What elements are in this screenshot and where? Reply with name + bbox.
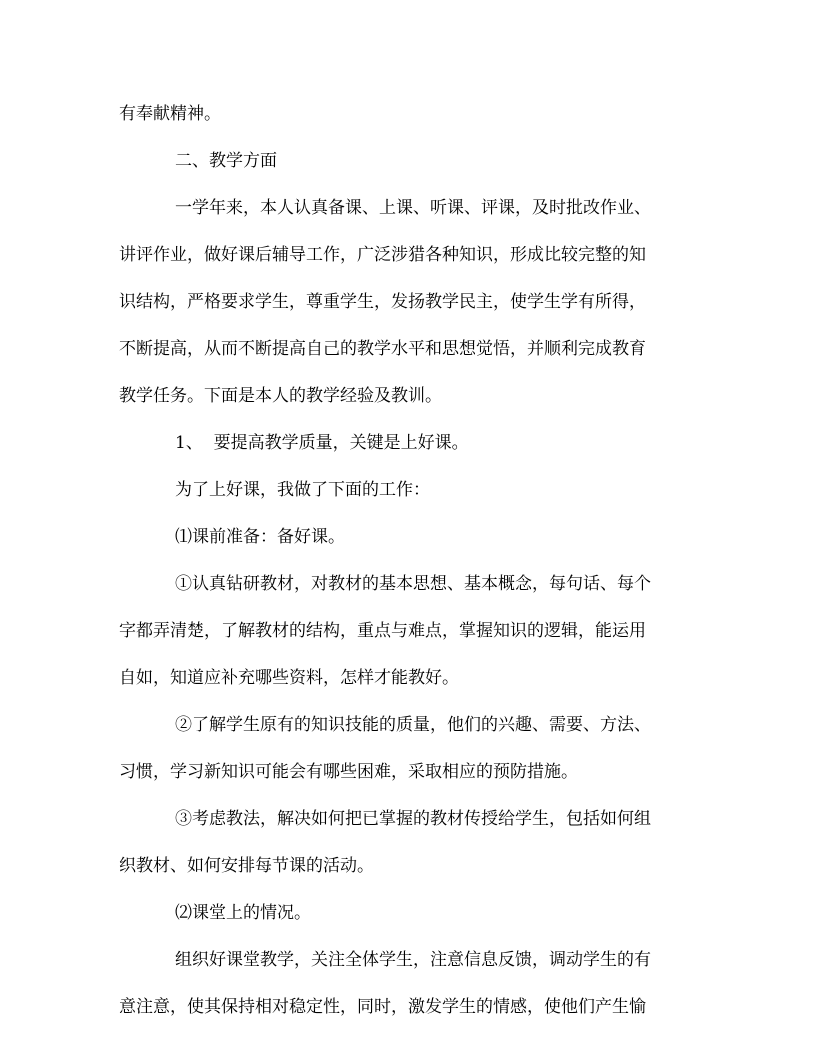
text-line: 字都弄清楚，了解教材的结构，重点与难点，掌握知识的逻辑，能运用 xyxy=(119,621,646,641)
text-line: 组织好课堂教学，关注全体学生，注意信息反馈，调动学生的有 xyxy=(175,950,651,970)
sub-heading: ⑵课堂上的情况。 xyxy=(175,903,311,923)
text-line: 为了上好课，我做了下面的工作： xyxy=(175,480,430,500)
text-line: 有奉献精神。 xyxy=(119,104,221,124)
text-line: 织教材、如何安排每节课的活动。 xyxy=(119,856,374,876)
text-line: 一学年来，本人认真备课、上课、听课、评课，及时批改作业、 xyxy=(175,198,651,218)
text-line: 自如，知道应补充哪些资料，怎样才能教好。 xyxy=(119,668,459,688)
text-line: 识结构，严格要求学生，尊重学生，发扬教学民主，使学生学有所得， xyxy=(119,292,646,312)
section-heading: 二、教学方面 xyxy=(175,151,277,171)
text-line: ①认真钻研教材，对教材的基本思想、基本概念，每句话、每个 xyxy=(175,574,651,594)
text-line: 不断提高，从而不断提高自己的教学水平和思想觉悟，并顺利完成教育 xyxy=(119,339,646,359)
numbered-heading: 1、 要提高教学质量，关键是上好课。 xyxy=(175,433,469,453)
text-line: 习惯，学习新知识可能会有哪些困难，采取相应的预防措施。 xyxy=(119,762,578,782)
text-line: 讲评作业，做好课后辅导工作，广泛涉猎各种知识，形成比较完整的知 xyxy=(119,245,646,265)
text-line: 教学任务。下面是本人的教学经验及教训。 xyxy=(119,386,442,406)
text-line: ③考虑教法，解决如何把已掌握的教材传授给学生，包括如何组 xyxy=(175,809,651,829)
sub-heading: ⑴课前准备：备好课。 xyxy=(175,527,345,547)
text-line: 意注意，使其保持相对稳定性，同时，激发学生的情感，使他们产生愉 xyxy=(119,997,646,1017)
text-line: ②了解学生原有的知识技能的质量，他们的兴趣、需要、方法、 xyxy=(175,715,651,735)
